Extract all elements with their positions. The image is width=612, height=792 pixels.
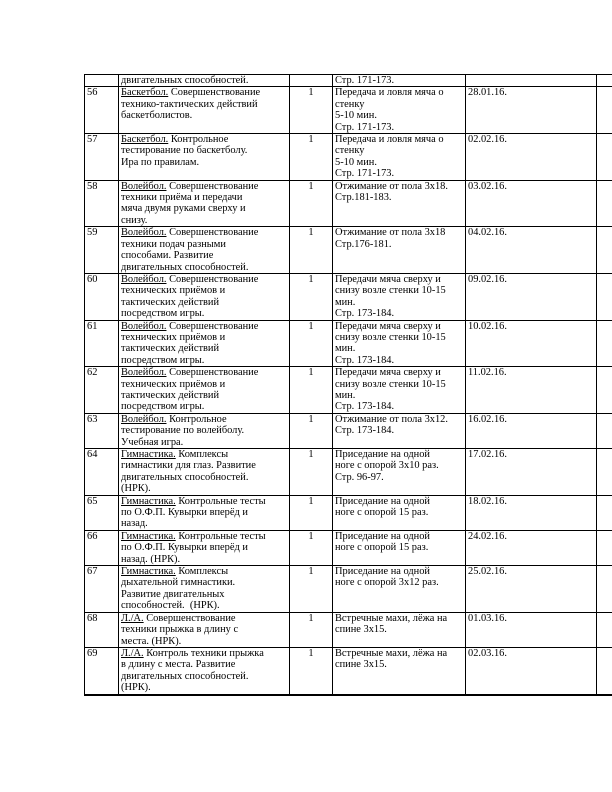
homework-line: Передачи мяча сверху и — [335, 273, 441, 285]
actual-date-cell — [597, 367, 612, 414]
lesson-number: 64 — [85, 449, 119, 496]
lesson-plan-table — [84, 74, 612, 696]
homework — [333, 134, 466, 181]
topic-line: Развитие двигательных — [121, 588, 225, 600]
table-row — [85, 530, 612, 565]
homework — [333, 367, 466, 414]
topic-line: Контрольные тесты — [175, 495, 266, 507]
homework-line: спине 3х15. — [335, 659, 387, 671]
lesson-date: 18.02.16. — [466, 495, 597, 530]
topic-line: двигательных способностей. — [121, 670, 249, 682]
lesson-topic — [119, 134, 290, 181]
actual-date-cell — [597, 320, 612, 367]
section-name: Баскетбол. — [121, 134, 169, 146]
lesson-number: 60 — [85, 273, 119, 320]
homework-line: снизу возле стенки 10-15 — [335, 331, 446, 343]
topic-line: гимнастики для глаз. Развитие — [121, 460, 256, 472]
homework-line: Стр. 173-184. — [335, 308, 395, 320]
actual-date-cell — [597, 134, 612, 181]
homework — [333, 180, 466, 227]
section-name: Волейбол. — [121, 227, 167, 239]
topic-line: дыхательной гимнастики. — [121, 577, 236, 589]
topic-line: по О.Ф.П. Кувырки вперёд и — [121, 507, 248, 519]
homework-line: 5-10 мин. — [335, 156, 377, 168]
topic-line: технико-тактических действий — [121, 98, 258, 110]
homework — [333, 449, 466, 496]
section-name: Гимнастика. — [121, 495, 176, 507]
lesson-topic — [119, 367, 290, 414]
table-row — [85, 180, 612, 227]
table-row — [85, 449, 612, 496]
homework — [333, 75, 466, 87]
actual-date-cell — [597, 449, 612, 496]
lesson-date: 01.03.16. — [466, 612, 597, 647]
lesson-topic — [119, 495, 290, 530]
homework-line: мин. — [335, 343, 356, 355]
lesson-hours: 1 — [290, 87, 333, 134]
actual-date-cell — [597, 612, 612, 647]
homework — [333, 647, 466, 694]
homework — [333, 495, 466, 530]
section-name: Л./А. — [121, 647, 144, 659]
lesson-plan-page — [84, 74, 612, 696]
topic-line: (НРК). — [121, 682, 151, 694]
lesson-hours: 1 — [290, 320, 333, 367]
lesson-number: 56 — [85, 87, 119, 134]
topic-line: Совершенствование — [168, 87, 261, 99]
topic-line: техники прыжка в длину с — [121, 624, 239, 636]
lesson-date: 17.02.16. — [466, 449, 597, 496]
topic-line: техники приёма и передачи — [121, 192, 243, 204]
homework-line: Стр. 171-173. — [335, 121, 395, 133]
topic-line: Комплексы — [175, 449, 229, 460]
section-name: Волейбол. — [121, 320, 167, 332]
actual-date-cell — [597, 566, 612, 613]
topic-line: (НРК). — [121, 483, 151, 495]
topic-line: техники подач разными — [121, 238, 226, 250]
homework-line: снизу возле стенки 10-15 — [335, 378, 446, 390]
homework-line: мин. — [335, 389, 356, 401]
homework-line: Приседание на одной — [335, 449, 430, 460]
homework-line: Приседание на одной — [335, 530, 430, 542]
topic-line: посредством игры. — [121, 354, 205, 366]
lesson-hours: 1 — [290, 566, 333, 613]
topic-line: технических приёмов и — [121, 378, 226, 390]
section-name: Баскетбол. — [121, 87, 169, 99]
topic-line: способностей. (НРК). — [121, 600, 220, 612]
section-name: Волейбол. — [121, 273, 167, 285]
homework-line: Приседание на одной — [335, 495, 430, 507]
homework-line: Стр. 171-173. — [335, 75, 395, 86]
lesson-hours: 1 — [290, 530, 333, 565]
homework — [333, 530, 466, 565]
lesson-topic — [119, 87, 290, 134]
lesson-topic — [119, 75, 290, 87]
table-row — [85, 273, 612, 320]
homework-line: ноге с опорой 3х12 раз. — [335, 577, 439, 589]
topic-line: посредством игры. — [121, 308, 205, 320]
lesson-topic — [119, 449, 290, 496]
actual-date-cell — [597, 647, 612, 694]
topic-line: технических приёмов и — [121, 285, 226, 297]
topic-line: Контроль техники прыжка — [143, 647, 264, 659]
topic-line: Комплексы — [175, 566, 229, 578]
table-row — [85, 75, 612, 87]
actual-date-cell — [597, 87, 612, 134]
homework-line: Стр.181-183. — [335, 192, 392, 204]
lesson-topic — [119, 647, 290, 694]
actual-date-cell — [597, 273, 612, 320]
topic-line: тестирование по волейболу. — [121, 425, 245, 437]
lesson-number: 69 — [85, 647, 119, 694]
lesson-hours: 1 — [290, 449, 333, 496]
homework-line: Стр. 173-184. — [335, 401, 395, 413]
topic-line: баскетболистов. — [121, 110, 193, 122]
lesson-topic — [119, 180, 290, 227]
lesson-topic — [119, 530, 290, 565]
lesson-hours: 1 — [290, 495, 333, 530]
homework-line: Передача и ловля мяча о — [335, 87, 444, 99]
lesson-number: 65 — [85, 495, 119, 530]
lesson-topic — [119, 273, 290, 320]
topic-line: двигательных способностей. — [121, 75, 249, 86]
topic-line: Контрольные тесты — [175, 530, 266, 542]
actual-date-cell — [597, 75, 612, 87]
section-name: Волейбол. — [121, 413, 167, 425]
topic-line: места. (НРК). — [121, 635, 182, 647]
lesson-number: 57 — [85, 134, 119, 181]
topic-line: двигательных способностей. — [121, 261, 249, 273]
homework-line: стенку — [335, 98, 365, 110]
homework — [333, 413, 466, 448]
lesson-date: 24.02.16. — [466, 530, 597, 565]
section-name: Гимнастика. — [121, 566, 176, 578]
homework — [333, 87, 466, 134]
lesson-hours: 1 — [290, 647, 333, 694]
lesson-date — [466, 75, 597, 87]
topic-line: тестирование по баскетболу. — [121, 145, 248, 157]
lesson-number: 59 — [85, 227, 119, 274]
section-name: Гимнастика. — [121, 449, 176, 460]
table-row — [85, 367, 612, 414]
lesson-topic — [119, 227, 290, 274]
lesson-number: 68 — [85, 612, 119, 647]
lesson-date: 09.02.16. — [466, 273, 597, 320]
lesson-hours: 1 — [290, 612, 333, 647]
table-row — [85, 566, 612, 613]
table-row — [85, 413, 612, 448]
topic-line: Совершенствование — [166, 180, 259, 192]
lesson-date: 28.01.16. — [466, 87, 597, 134]
homework-line: ноге с опорой 15 раз. — [335, 542, 429, 554]
actual-date-cell — [597, 413, 612, 448]
homework-line: Встречные махи, лёжа на — [335, 612, 448, 624]
lesson-date: 02.02.16. — [466, 134, 597, 181]
section-name: Гимнастика. — [121, 530, 176, 542]
table-row — [85, 87, 612, 134]
lesson-number: 67 — [85, 566, 119, 613]
topic-line: Контрольное — [168, 134, 229, 146]
lesson-number: 63 — [85, 413, 119, 448]
homework — [333, 320, 466, 367]
lesson-number: 66 — [85, 530, 119, 565]
topic-line: Ира по правилам. — [121, 156, 200, 168]
topic-line: Совершенствование — [166, 273, 259, 285]
lesson-hours: 1 — [290, 180, 333, 227]
lesson-date: 25.02.16. — [466, 566, 597, 613]
homework-line: Передачи мяча сверху и — [335, 367, 441, 379]
homework-line: Стр. 171-173. — [335, 168, 395, 180]
homework-line: Передача и ловля мяча о — [335, 134, 444, 146]
lesson-plan-body — [85, 75, 612, 695]
lesson-hours: 1 — [290, 134, 333, 181]
topic-line: Учебная игра. — [121, 436, 184, 448]
lesson-date: 04.02.16. — [466, 227, 597, 274]
section-name: Волейбол. — [121, 367, 167, 379]
section-name: Л./А. — [121, 612, 144, 624]
homework-line: Стр.176-181. — [335, 238, 392, 250]
topic-line: назад. — [121, 518, 148, 530]
homework-line: снизу возле стенки 10-15 — [335, 285, 446, 297]
lesson-hours: 1 — [290, 227, 333, 274]
homework-line: ноге с опорой 15 раз. — [335, 507, 429, 519]
lesson-number: 61 — [85, 320, 119, 367]
homework-line: Отжимание от пола 3х18. — [335, 180, 448, 192]
table-row — [85, 612, 612, 647]
homework — [333, 227, 466, 274]
homework — [333, 273, 466, 320]
topic-line: способами. Развитие — [121, 250, 214, 262]
lesson-topic — [119, 566, 290, 613]
table-row — [85, 134, 612, 181]
homework-line: стенку — [335, 145, 365, 157]
homework-line: Стр. 173-184. — [335, 354, 395, 366]
actual-date-cell — [597, 180, 612, 227]
topic-line: тактических действий — [121, 389, 220, 401]
lesson-date: 02.03.16. — [466, 647, 597, 694]
lesson-hours — [290, 75, 333, 87]
section-name: Волейбол. — [121, 180, 167, 192]
topic-line: Совершенствование — [143, 612, 236, 624]
homework-line: спине 3х15. — [335, 624, 387, 636]
lesson-date: 10.02.16. — [466, 320, 597, 367]
topic-line: Контрольное — [166, 413, 227, 425]
topic-line: в длину с места. Развитие — [121, 659, 236, 671]
actual-date-cell — [597, 495, 612, 530]
table-row — [85, 647, 612, 694]
homework — [333, 566, 466, 613]
topic-line: по О.Ф.П. Кувырки вперёд и — [121, 542, 248, 554]
topic-line: Совершенствование — [166, 227, 259, 239]
table-row — [85, 495, 612, 530]
homework-line: мин. — [335, 296, 356, 308]
lesson-number — [85, 75, 119, 87]
lesson-date: 03.02.16. — [466, 180, 597, 227]
table-row — [85, 320, 612, 367]
lesson-date: 11.02.16. — [466, 367, 597, 414]
topic-line: двигательных способностей. — [121, 471, 249, 483]
topic-line: снизу. — [121, 214, 148, 226]
lesson-hours: 1 — [290, 367, 333, 414]
topic-line: тактических действий — [121, 296, 220, 308]
lesson-date: 16.02.16. — [466, 413, 597, 448]
homework-line: Приседание на одной — [335, 566, 430, 578]
actual-date-cell — [597, 530, 612, 565]
topic-line: тактических действий — [121, 343, 220, 355]
homework-line: Стр. 96-97. — [335, 471, 384, 483]
lesson-number: 58 — [85, 180, 119, 227]
lesson-number: 62 — [85, 367, 119, 414]
lesson-topic — [119, 320, 290, 367]
lesson-hours: 1 — [290, 273, 333, 320]
lesson-topic — [119, 612, 290, 647]
topic-line: Совершенствование — [166, 367, 259, 379]
homework-line: 5-10 мин. — [335, 110, 377, 122]
homework-line: ноге с опорой 3х10 раз. — [335, 460, 439, 472]
topic-line: мяча двумя руками сверху и — [121, 203, 246, 215]
lesson-hours: 1 — [290, 413, 333, 448]
homework-line: Передачи мяча сверху и — [335, 320, 441, 332]
topic-line: технических приёмов и — [121, 331, 226, 343]
table-row — [85, 227, 612, 274]
lesson-topic — [119, 413, 290, 448]
topic-line: Совершенствование — [166, 320, 259, 332]
actual-date-cell — [597, 227, 612, 274]
homework-line: Встречные махи, лёжа на — [335, 647, 448, 659]
homework-line: Отжимание от пола 3х18 — [335, 227, 446, 239]
topic-line: назад. (НРК). — [121, 553, 181, 565]
homework-line: Стр. 173-184. — [335, 425, 395, 437]
topic-line: посредством игры. — [121, 401, 205, 413]
homework-line: Отжимание от пола 3х12. — [335, 413, 448, 425]
homework — [333, 612, 466, 647]
